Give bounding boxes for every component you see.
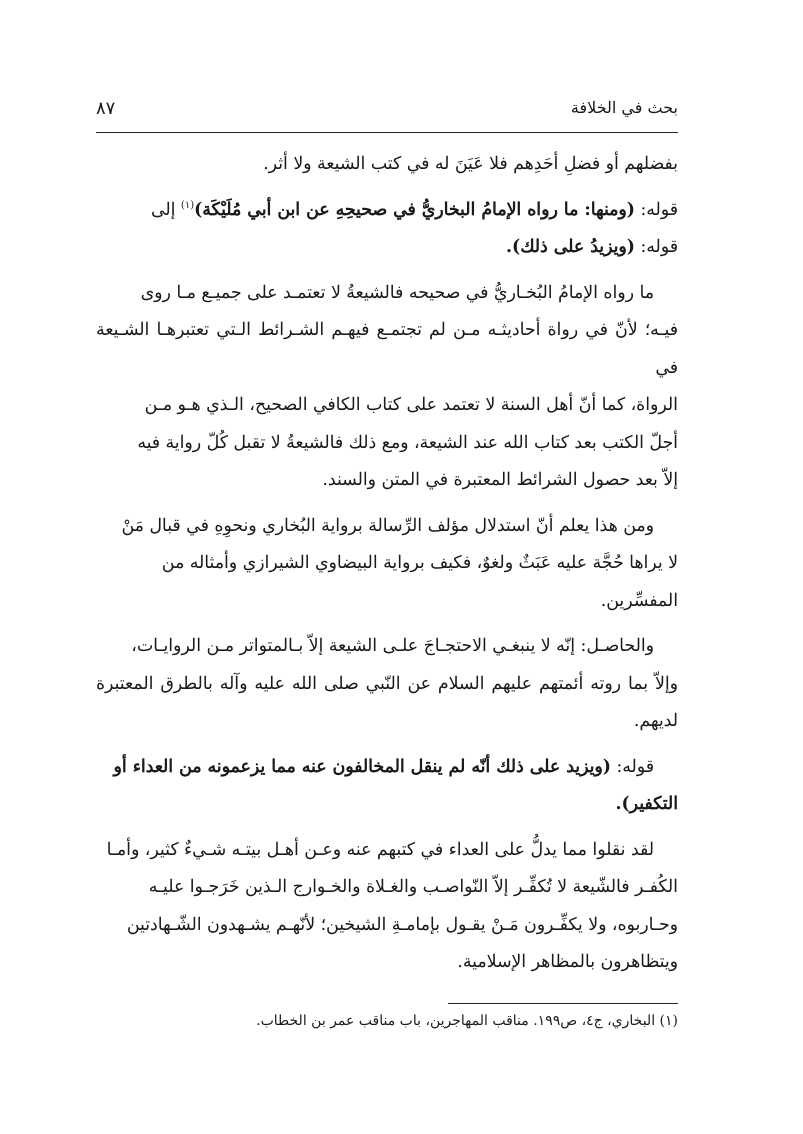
paragraph-1: بفضلهم أو فضلِ أحَدِهم فلا عَيَنَ له في كتب الشيعة ولا أثر. xyxy=(263,154,678,174)
header-rule xyxy=(96,132,678,133)
paragraph-4-line: إلاّ بعد حصول الشرائط المعتبرة في المتن والسند. xyxy=(322,470,678,490)
footnote-separator xyxy=(448,1003,678,1004)
footnote-ref[interactable]: (١) xyxy=(180,199,195,211)
quote-continuation: إلى xyxy=(150,199,181,220)
paragraph-8-line: الكُفـر فالشّيعة لا تُكفِّـر إلاّ النّواصـب والغـلاة والخـوارج الـذين خَرَجـوا عليـه xyxy=(148,877,678,897)
paragraph-5-line: ومن هذا يعلم أنّ استدلال مؤلف الرِّسالة برواية البُخاري ونحوِهِ في قبال مَنْ xyxy=(121,515,654,536)
paragraph-6-line: وإلاّ بما روته أئمتهم عليهم السلام عن النّبي صلى الله عليه وآله بالطرق المعتبرة لديهم. xyxy=(96,673,678,731)
paragraph-5-line: لا يراها حُجَّة عليه عَبَثٌ ولغوٌ، فكيف برواية البيضاوي الشيرازي وأمثاله من xyxy=(161,553,678,573)
paragraph-7 xyxy=(96,749,678,787)
quoted-text: (ويزيد على ذلك أنّه لم ينقل المخالفون عنه مما يزعمونه من العداء أو xyxy=(113,756,611,777)
paragraph-4-line: أجلّ الكتب بعد كتاب الله عند الشيعة، ومع ذلك فالشيعةُ لا تقبل كُلّ رواية فيه xyxy=(137,432,678,453)
paragraph-2 xyxy=(96,192,678,230)
quote-intro: قوله: xyxy=(610,756,654,777)
page-header xyxy=(96,88,678,128)
running-title: بحث في الخلافة xyxy=(570,98,678,117)
quote-intro: قوله: xyxy=(634,199,678,220)
paragraph-4-line: فيـه؛ لأنّ في رواة أحاديثـه مـن لم تجتمـع فيهـم الشـرائط الـتي تعتبرهـا الشـيعة في xyxy=(96,320,678,378)
page-number: ٨٧ xyxy=(96,98,116,119)
page-body xyxy=(96,146,678,982)
paragraph-8-line: وحـاربوه، ولا يكفِّـرون مَـنْ يقـول بإمامـةِ الشيخين؛ لأنّهـم يشـهدون الشّـهادتين xyxy=(126,914,678,935)
footnote: (١) البخاري، ج٤، ص١٩٩. مناقب المهاجرين، باب مناقب عمر بن الخطاب. xyxy=(256,1013,678,1029)
paragraph-5-line: المفسِّرين. xyxy=(600,590,678,611)
paragraph-6-line: والحاصـل: إنّه لا ينبغـي الاحتجـاجَ علـى الشيعة إلاّ بـالمتواتر مـن الروايـات، xyxy=(131,636,654,656)
book-page xyxy=(96,88,678,1029)
paragraph-8-line: ويتظاهرون بالمظاهر الإسلامية. xyxy=(457,952,678,972)
paragraph-4-line: ما رواه الإمامُ البُخـاريُّ في صحيحه فالشيعةُ لا تعتمـد على جميـع مـا روى xyxy=(140,282,654,303)
quote-intro: قوله: xyxy=(634,237,678,257)
quoted-text: (ويزيدُ على ذلك). xyxy=(506,237,635,257)
quoted-text-continued: التكفير). xyxy=(615,794,678,814)
paragraph-8-line: لقد نقلوا مما يدلُّ على العداء في كتبهم عنه وعـن أهـل بيتـه شـيءٌ كثير، وأمـا xyxy=(106,839,654,860)
paragraph-3 xyxy=(96,229,678,267)
quoted-text: (ومنها: ما رواه الإمامُ البخاريُّ في صحيحِهِ عن ابن أبي مُلَيْكَة) xyxy=(194,199,635,220)
paragraph-4-line: الرواة، كما أنّ أهل السنة لا تعتمد على كتاب الكافي الصحيح، الـذي هـو مـن xyxy=(144,395,678,415)
